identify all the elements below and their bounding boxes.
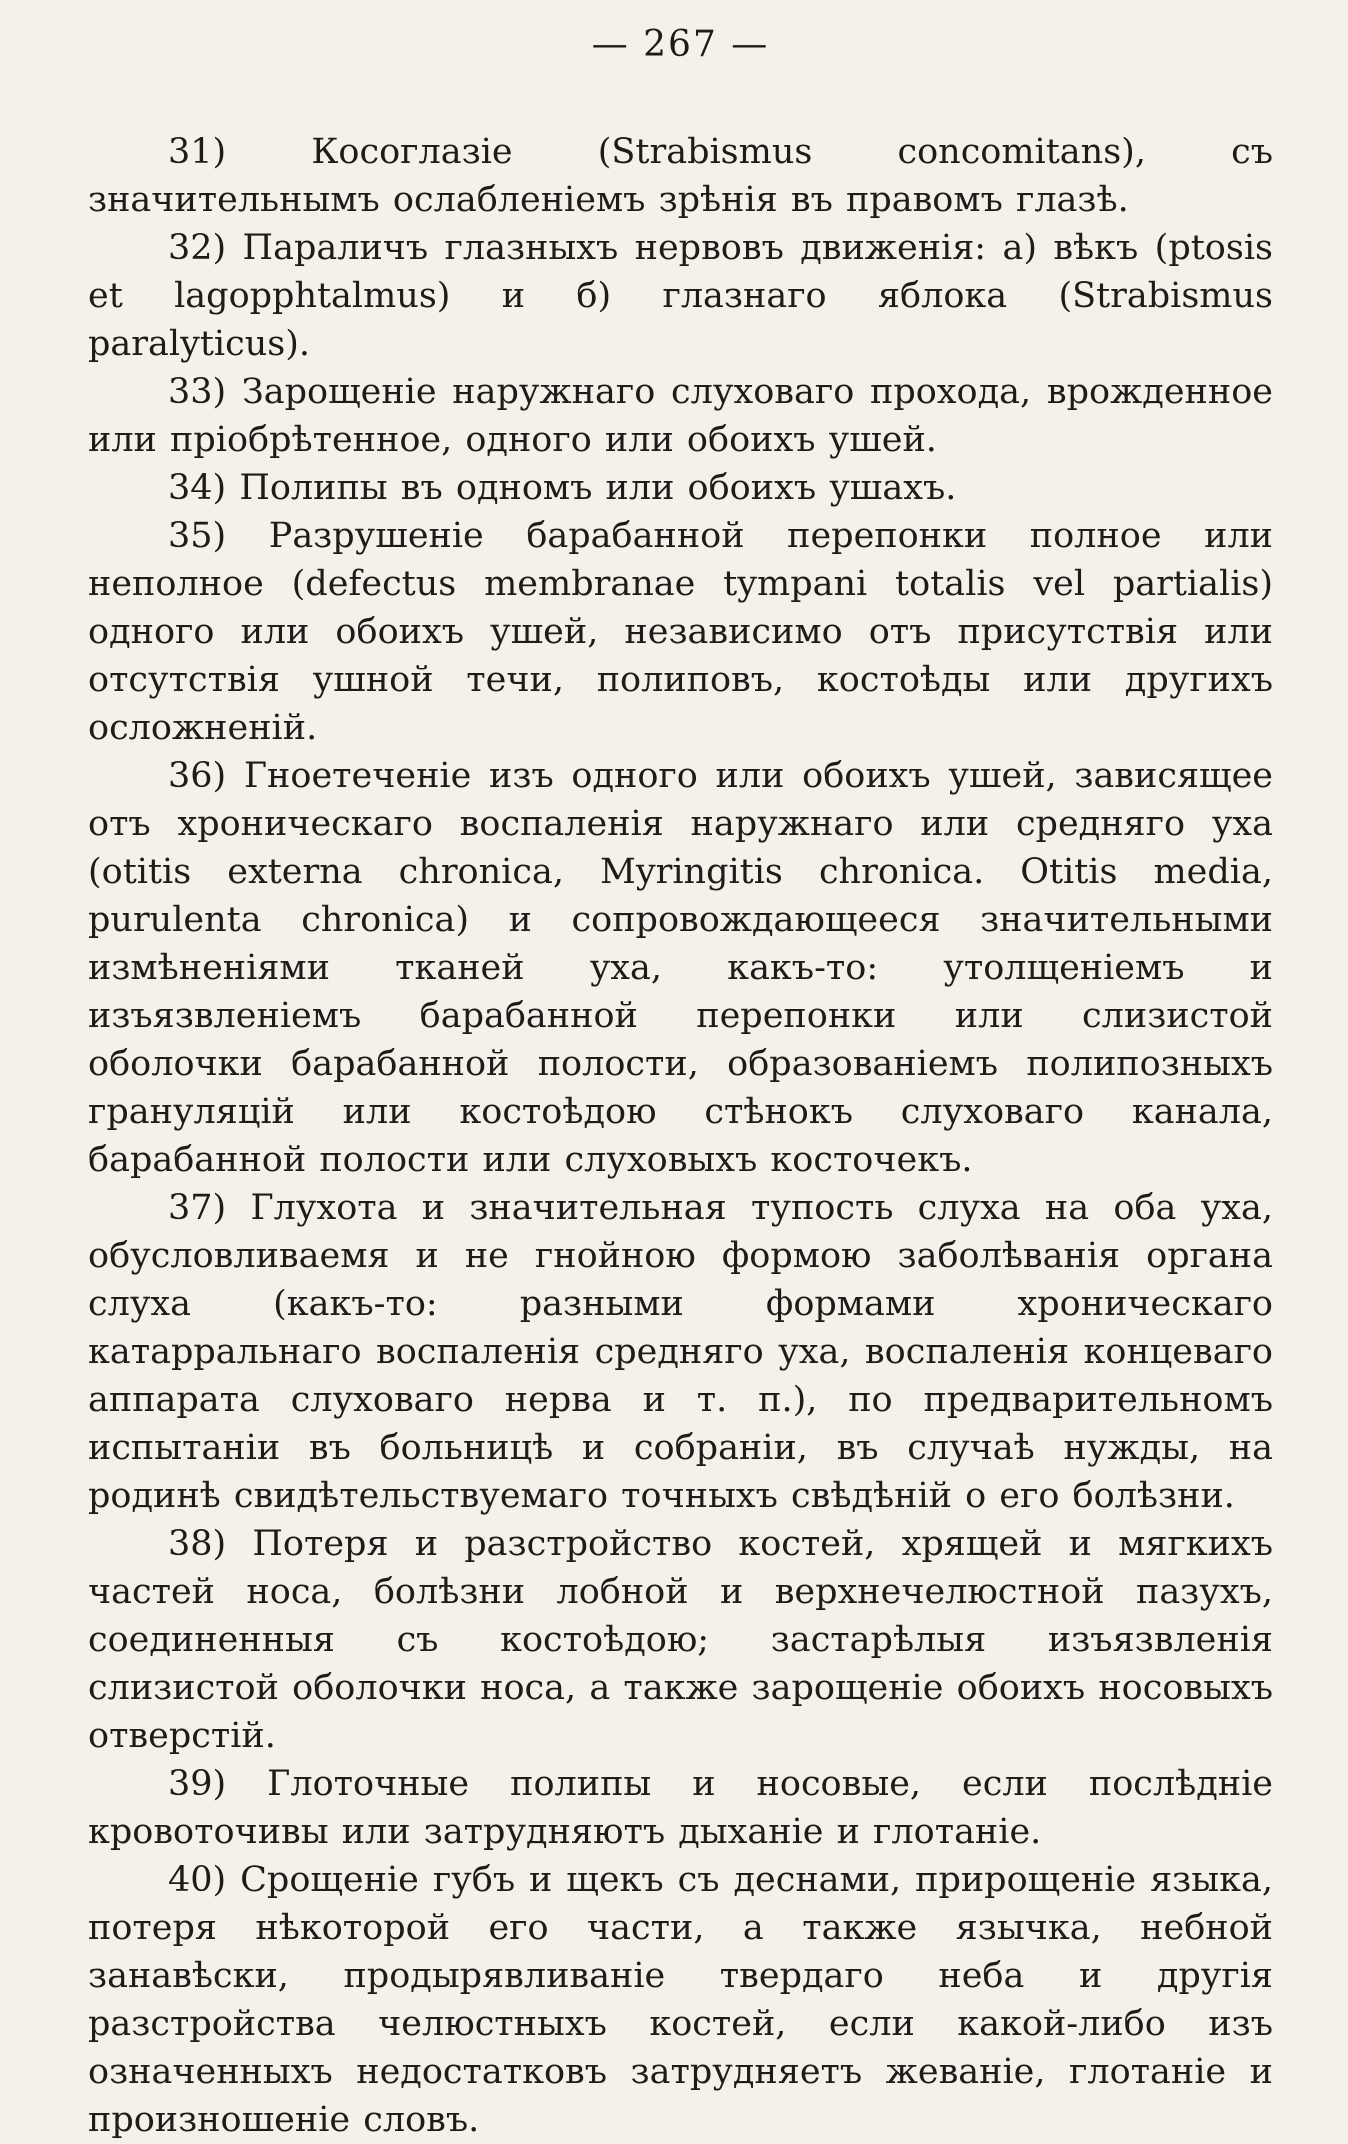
paragraph-40: 40) Срощеніе губъ и щекъ съ деснами, прирощеніе языка, потеря нѣкоторой его части, а также язычка, небной занавѣски, продырявливаніе твердаго неба и другія разстройства челюстныхъ костей, если какой-либо изъ означенныхъ недостатковъ затрудняетъ жеваніе, глотаніе и произношеніе словъ. (88, 1860, 1273, 2140)
paragraph-34: 34) Полипы въ одномъ или обоихъ ушахъ. (168, 468, 957, 508)
page-number: — 267 — (591, 24, 770, 65)
paragraph-36: 36) Гноетеченіе изъ одного или обоихъ ушей, зависящее отъ хроническаго воспаленія наружнаго или средняго уха (otitis externa chronica, Myringitis chronica. Otitis media, purulenta chronica) и сопровождающееся значительными измѣненіями тканей уха, какъ-то: утолщеніемъ и изъязвленіемъ барабанной перепонки или слизистой оболочки барабанной полости, образованіемъ полипозныхъ грануляцій или костоѣдою стѣнокъ слуховаго канала, барабанной полости или слуховыхъ косточекъ. (88, 756, 1273, 1180)
paragraph-38: 38) Потеря и разстройство костей, хрящей и мягкихъ частей носа, болѣзни лобной и верхнечелюстной пазухъ, соединенныя съ костоѣдою; застарѣлыя изъязвленія слизистой оболочки носа, а также зарощеніе обоихъ носовыхъ отверстій. (88, 1524, 1273, 1756)
paragraph-37: 37) Глухота и значительная тупость слуха на оба уха, обусловливаемя и не гнойною формою заболѣванія органа слуха (какъ-то: разными формами хроническаго катарральнаго воспаленія средняго уха, воспаленія концеваго аппарата слуховаго нерва и т. п.), по предварительномъ испытаніи въ больницѣ и собраніи, въ случаѣ нужды, на родинѣ свидѣтельствуемаго точныхъ свѣдѣній о его болѣзни. (88, 1188, 1273, 1516)
paragraph-35: 35) Разрушеніе барабанной перепонки полное или неполное (defectus membranae tympani totalis vel partialis) одного или обоихъ ушей, независимо отъ присутствія или отсутствія ушной течи, полиповъ, костоѣды или другихъ осложненій. (88, 516, 1273, 748)
page-body (88, 128, 1273, 2144)
paragraph-32: 32) Параличъ глазныхъ нервовъ движенія: а) вѣкъ (ptosis et lagopphtalmus) и б) глазнаго яблока (Strabismus paralyticus). (88, 228, 1273, 364)
book-page (88, 0, 1273, 2140)
paragraph-33: 33) Зарощеніе наружнаго слуховаго прохода, врожденное или пріобрѣтенное, одного или обоихъ ушей. (88, 372, 1273, 460)
paragraph-39: 39) Глоточные полипы и носовые, если послѣдніе кровоточивы или затрудняютъ дыханіе и глотаніе. (88, 1764, 1273, 1852)
paragraph-31: 31) Косоглазіе (Strabismus concomitans), съ значительнымъ ослабленіемъ зрѣнія въ правомъ глазѣ. (88, 132, 1273, 220)
